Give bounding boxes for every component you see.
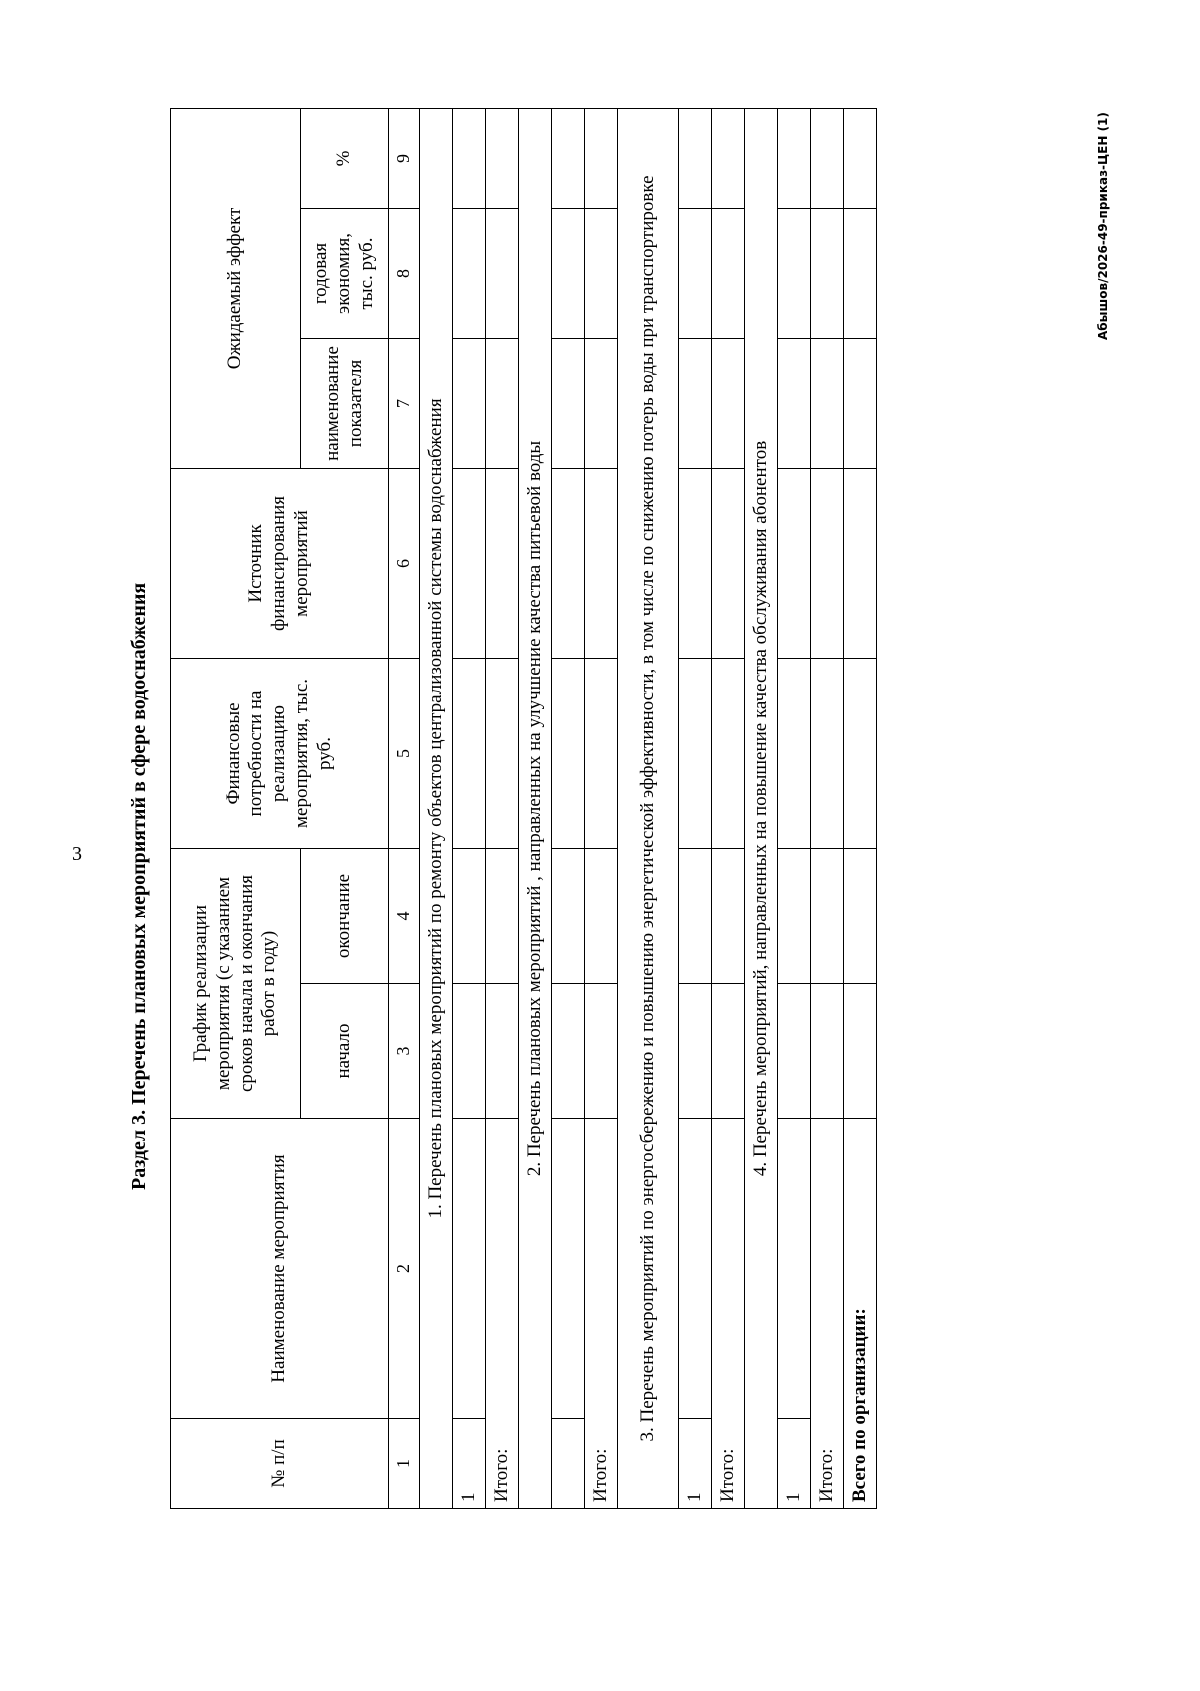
header-start: начало xyxy=(301,984,389,1119)
header-schedule: График реализации мероприятия (с указанием сроков начала и окончания работ в году) xyxy=(171,848,301,1118)
col-number: 1 xyxy=(389,1419,420,1509)
header-economy: годовая экономия, тыс. руб. xyxy=(301,208,389,338)
col-number: 4 xyxy=(389,848,420,983)
subtotal-label: Итого: xyxy=(486,1119,519,1509)
header-effect: Ожидаемый эффект xyxy=(171,108,301,468)
page-number: 3 xyxy=(72,843,82,865)
document-id: Абышов/2026-49-приказ-ЦЕН (1) xyxy=(1096,112,1110,340)
subtotal-label: Итого: xyxy=(585,1119,618,1509)
row-number: 1 xyxy=(778,1419,811,1509)
total-label: Всего по организации: xyxy=(844,1119,877,1509)
subtotal-label: Итого: xyxy=(811,1119,844,1509)
col-number: 5 xyxy=(389,658,420,848)
header-indicator: наименование показателя xyxy=(301,338,389,468)
header-finance: Финансовые потребности на реализацию мероприятия, тыс. руб. xyxy=(171,658,389,848)
header-percent: % xyxy=(301,108,389,208)
header-name: Наименование мероприятия xyxy=(171,1119,389,1419)
row-number: 1 xyxy=(453,1419,486,1509)
col-number: 7 xyxy=(389,338,420,468)
activities-table-wrapper xyxy=(170,109,890,1509)
col-number: 3 xyxy=(389,984,420,1119)
section-heading: Раздел 3. Перечень плановых мероприятий в сфере водоснабжения xyxy=(128,582,150,1190)
col-number: 2 xyxy=(389,1119,420,1419)
col-number: 9 xyxy=(389,108,420,208)
header-num: № п/п xyxy=(171,1419,389,1509)
header-end: окончание xyxy=(301,848,389,983)
section-title: 2. Перечень плановых мероприятий , направленных на улучшение качества питьевой воды xyxy=(519,108,552,1508)
activities-table xyxy=(170,108,877,1509)
row-number: 1 xyxy=(679,1419,712,1509)
col-number: 6 xyxy=(389,468,420,658)
col-number: 8 xyxy=(389,208,420,338)
subtotal-label: Итого: xyxy=(712,1119,745,1509)
header-source: Источник финансирования мероприятий xyxy=(171,468,389,658)
section-title: 1. Перечень плановых мероприятий по ремонту объектов централизованной системы водоснабжения xyxy=(420,108,453,1508)
section-title: 3. Перечень мероприятий по энергосбережению и повышению энергетической эффективности, в том числе по снижению потерь воды при транспортировке xyxy=(618,108,679,1508)
section-title: 4. Перечень мероприятий, направленных на повышение качества обслуживания абонентов xyxy=(745,108,778,1508)
